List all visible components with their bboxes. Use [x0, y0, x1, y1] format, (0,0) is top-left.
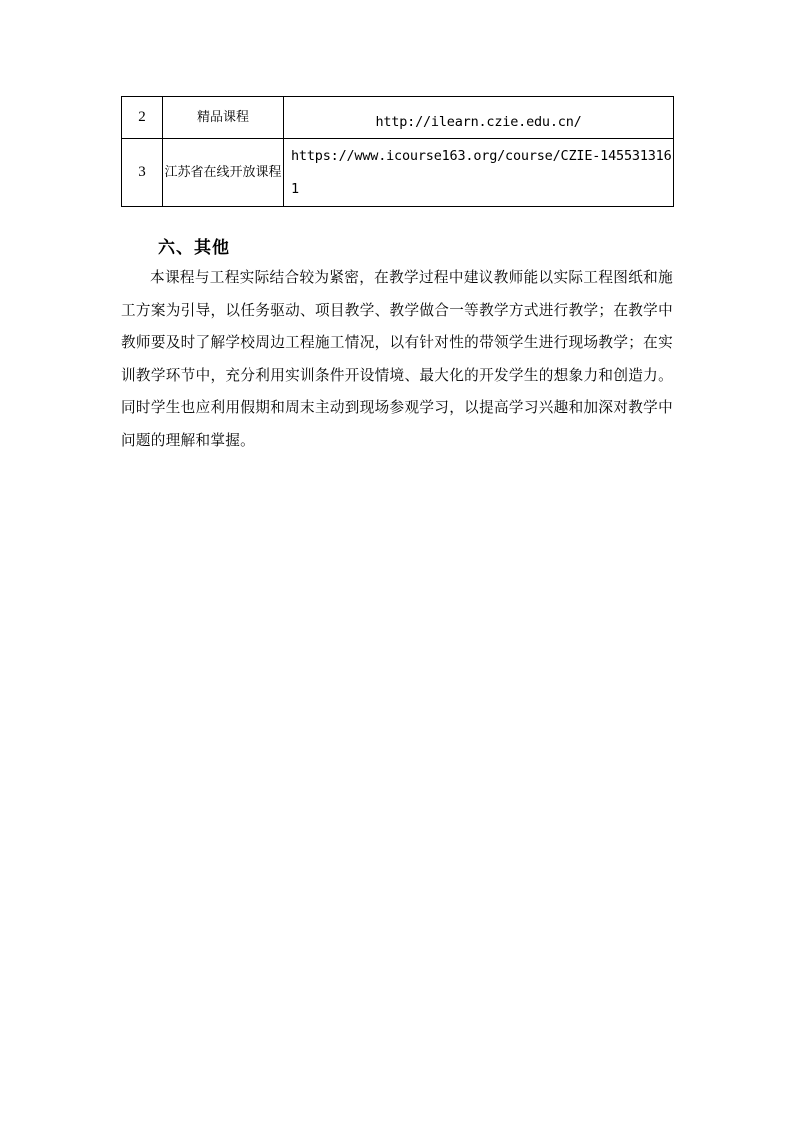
resources-table [121, 96, 674, 207]
resource-link[interactable]: https://www.icourse163.org/course/CZIE-1455313161 [284, 139, 674, 207]
row-number: 2 [122, 97, 163, 139]
table-row [122, 97, 674, 139]
section-paragraph: 本课程与工程实际结合较为紧密，在教学过程中建议教师能以实际工程图纸和施工方案为引导，以任务驱动、项目教学、教学做合一等教学方式进行教学；在教学中教师要及时了解学校周边工程施工情况，以有针对性的带领学生进行现场教学；在实训教学环节中，充分利用实训条件开设情境、最大化的开发学生的想象力和创造力。同时学生也应利用假期和周末主动到现场参观学习，以提高学习兴趣和加深对教学中问题的理解和掌握。 [121, 269, 673, 449]
resource-name: 精品课程 [163, 97, 284, 139]
resource-name: 江苏省在线开放课程 [163, 139, 284, 207]
section-heading: 六、其他 [158, 238, 230, 258]
resource-link[interactable]: http://ilearn.czie.edu.cn/ [284, 97, 674, 139]
row-number: 3 [122, 139, 163, 207]
table-row [122, 139, 674, 207]
